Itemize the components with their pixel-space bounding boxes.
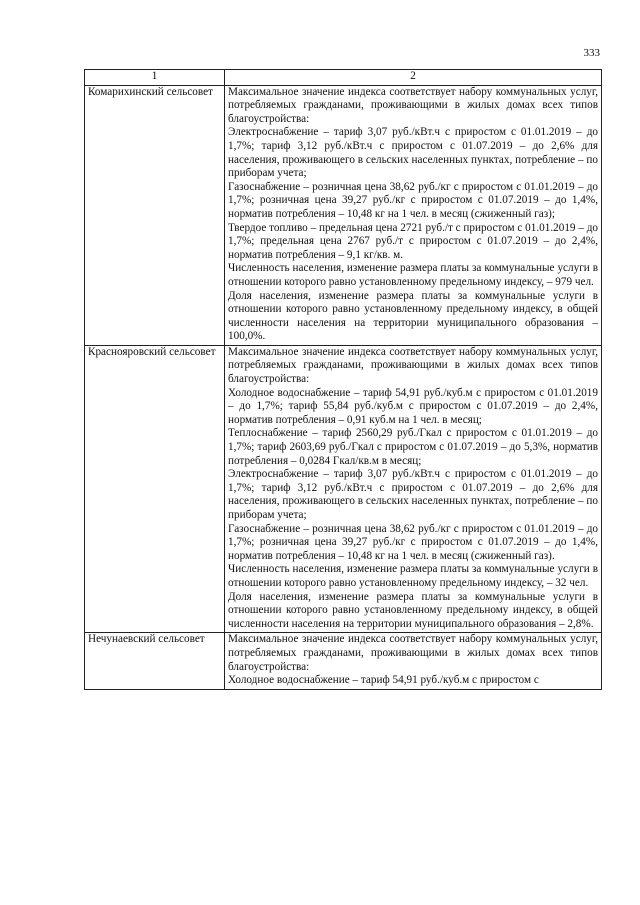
tariff-table	[84, 69, 602, 690]
paragraph: Газоснабжение – розничная цена 38,62 руб./кг с приростом с 01.01.2019 – до 1,7%; розничная цена 39,27 руб./кг с приростом с 01.07.2019 – до 1,4%, норматив потребления – 10,48 кг на 1 чел. в месяц (сжиженный газ).	[228, 522, 598, 562]
paragraph: Теплоснабжение – тариф 2560,29 руб./Гкал с приростом с 01.01.2019 – до 1,7%; тариф 2603,69 руб./Гкал с приростом с 01.07.2019 – до 5,3%, норматив потребления – 0,0284 Гкал/кв.м в месяц;	[228, 427, 598, 467]
table-row	[85, 345, 602, 632]
index-description	[225, 633, 602, 689]
index-description	[225, 345, 602, 632]
paragraph: Численность населения, изменение размера платы за коммунальные услуги в отношении которого равно установленному предельному индексу, – 32 чел.	[228, 563, 598, 589]
municipality-name: Краснояровский сельсовет	[85, 345, 225, 632]
paragraph: Газоснабжение – розничная цена 38,62 руб./кг с приростом с 01.01.2019 – до 1,7%; розничная цена 39,27 руб./кг с приростом с 01.07.2019 – до 1,4%, норматив потребления – 10,48 кг на 1 чел. в месяц (сжиженный газ);	[228, 180, 598, 220]
paragraph: Доля населения, изменение размера платы за коммунальные услуги в отношении которого равно установленному предельному индексу, в общей численности населения на территории муниципального образования – 2,8%.	[228, 590, 598, 630]
index-description	[225, 85, 602, 345]
municipality-name: Комарихинский сельсовет	[85, 85, 225, 345]
paragraph: Холодное водоснабжение – тариф 54,91 руб./куб.м с приростом с 01.01.2019 – до 1,7%; тариф 55,84 руб./куб.м с приростом с 01.07.2019 – до 2,4%, норматив потребления – 0,91 куб.м на 1 чел. в месяц;	[228, 386, 598, 426]
table-row	[85, 633, 602, 689]
table-row	[85, 85, 602, 345]
paragraph: Максимальное значение индекса соответствует набору коммунальных услуг, потребляемых гражданами, проживающими в жилых домах всех типов благоустройства:	[228, 85, 598, 125]
column-header-1: 1	[85, 70, 225, 86]
paragraph: Электроснабжение – тариф 3,07 руб./кВт.ч с приростом с 01.01.2019 – до 1,7%; тариф 3,12 руб./кВт.ч с приростом с 01.07.2019 – до 2,6% для населения, проживающего в сельских населенных пунктах, потребление – по приборам учета;	[228, 126, 598, 180]
municipality-name: Нечунаевский сельсовет	[85, 633, 225, 689]
paragraph: Доля населения, изменение размера платы за коммунальные услуги в отношении которого равно установленному предельному индексу, в общей численности населения на территории муниципального образования – 100,0%.	[228, 289, 598, 343]
paragraph: Холодное водоснабжение – тариф 54,91 руб./куб.м с приростом с	[228, 674, 539, 687]
page-number: 333	[583, 47, 600, 59]
table-header-row	[85, 70, 602, 86]
column-header-2: 2	[225, 70, 602, 86]
paragraph: Максимальное значение индекса соответствует набору коммунальных услуг, потребляемых гражданами, проживающими в жилых домах всех типов благоустройства:	[228, 345, 598, 386]
paragraph: Электроснабжение – тариф 3,07 руб./кВт.ч с приростом с 01.01.2019 – до 1,7%; тариф 3,12 руб./кВт.ч с приростом с 01.07.2019 – до 2,6% для населения, проживающего в сельских населенных пунктах, потребление – по приборам учета;	[228, 468, 598, 521]
paragraph: Максимальное значение индекса соответствует набору коммунальных услуг, потребляемых гражданами, проживающими в жилых домах всех типов благоустройства:	[228, 633, 598, 673]
paragraph: Численность населения, изменение размера платы за коммунальные услуги в отношении которого равно установленному предельному индексу, – 979 чел.	[228, 262, 598, 288]
paragraph: Твердое топливо – предельная цена 2721 руб./т с приростом с 01.01.2019 – до 1,7%; предельная цена 2767 руб./т с приростом с 01.07.2019 – до 2,4%, норматив потребления – 9,1 кг/кв. м.	[228, 221, 598, 261]
